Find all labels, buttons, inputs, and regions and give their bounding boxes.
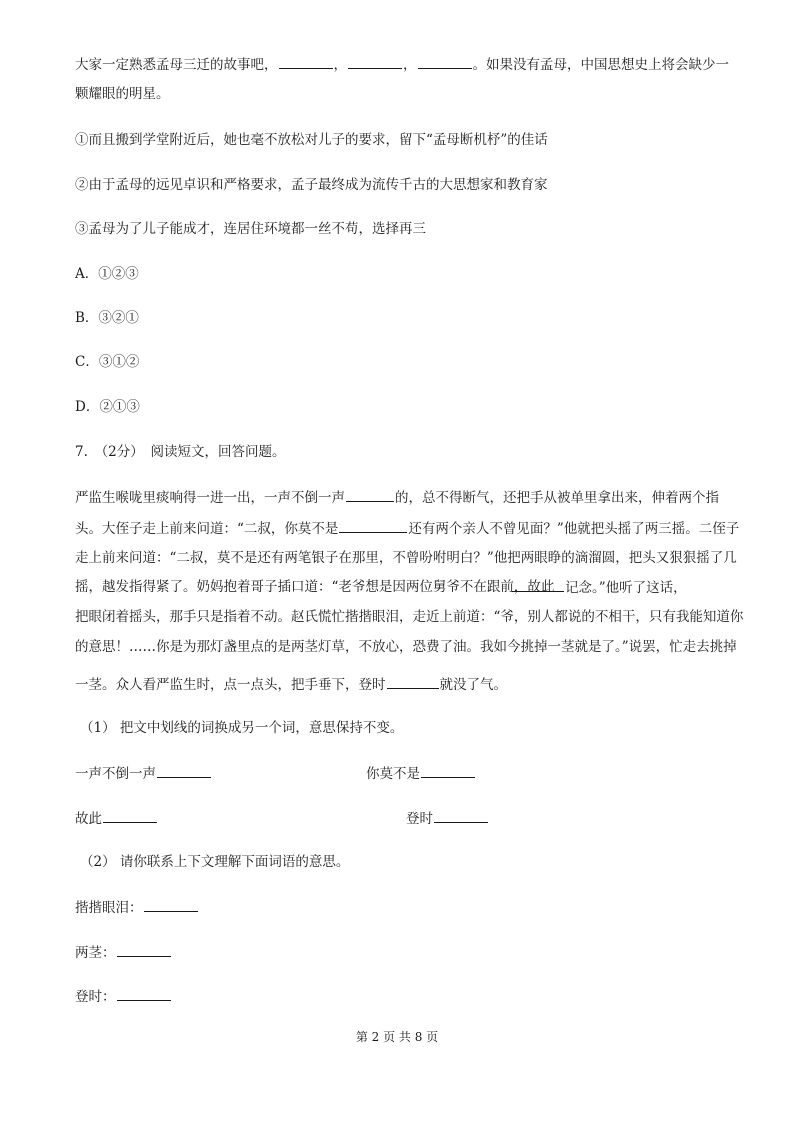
- q7-passage-line4: [75, 577, 554, 597]
- q6-stem-text: 大家一定熟悉孟母三迁的故事吧，: [75, 57, 278, 73]
- q6-stem-line2: 颗耀眼的明星。: [75, 86, 170, 102]
- passage-text: 摇，越发指得紧了。奶妈抱着哥子插口道：“老爷想是因两位舅爷不在跟前，故此: [75, 579, 555, 595]
- passage-text: 还有两个亲人不曾见面？”他就把头摇了两三摇。二侄子: [408, 521, 740, 537]
- q7-term-1: [75, 897, 199, 918]
- q6-sentence-1: ①而且搬到学堂附近后，她也毫不放松对儿子的要求，留下“孟母断机杼”的佳话: [75, 132, 548, 148]
- q7-term-3: [75, 986, 172, 1007]
- q7-term-2: [75, 942, 172, 963]
- answer-blank[interactable]: [117, 986, 171, 1001]
- word-label: 故此: [75, 811, 102, 827]
- answer-blank[interactable]: [387, 674, 439, 689]
- q7-passage-line8: [75, 674, 507, 695]
- q7-passage-line1: [75, 487, 719, 508]
- passage-text: 一茎。众人看严监生时，点一点头，把手垂下，登时: [75, 677, 386, 693]
- term-label: 两茎：: [75, 945, 116, 961]
- q6-sep: ，: [403, 57, 417, 73]
- q7-passage-line2: [75, 518, 739, 539]
- answer-blank[interactable]: [144, 897, 198, 912]
- passage-text: 严监生喉咙里痰响得一进一出，一声不倒一声: [75, 490, 345, 506]
- q7-passage-line7: 的意思！……你是为那灯盏里点的是两茎灯草，不放心，恐费了油。我如今挑掉一茎就是了。”说罢，忙走去挑掉: [75, 639, 737, 655]
- q7-header: 7. （2分） 阅读短文，回答问题。: [75, 444, 286, 460]
- q6-sep: ，: [333, 57, 347, 73]
- answer-blank[interactable]: [348, 54, 402, 69]
- answer-blank[interactable]: [117, 942, 171, 957]
- q7-passage-line6: 把眼闭着摇头，那手只是指着不动。赵氏慌忙揩揩眼泪，走近上前道：“爷，别人都说的不相干，只有我能知道你: [75, 609, 744, 625]
- answer-blank[interactable]: [157, 763, 211, 778]
- term-label: 登时：: [75, 989, 116, 1005]
- passage-text: 头。大侄子走上前来问道：“二叔，你莫不是: [75, 521, 339, 537]
- q7-sub2-prompt: （2） 请你联系上下文理解下面词语的意思。: [80, 854, 350, 870]
- q7-sub1-prompt: （1） 把文中划线的词换成另一个词，意思保持不变。: [80, 720, 404, 736]
- q7-word-1: [75, 763, 212, 784]
- word-label: 一声不倒一声: [75, 766, 156, 782]
- q6-option-a[interactable]: A．①②③: [75, 266, 139, 282]
- passage-text: 记念。”他听了这话，: [565, 580, 687, 596]
- q6-option-c[interactable]: C．③①②: [75, 354, 140, 370]
- answer-blank[interactable]: [103, 808, 157, 823]
- q6-option-d[interactable]: D．②①③: [75, 399, 140, 415]
- q6-stem-end: 。如果没有孟母，中国思想史上将会缺少一: [472, 57, 729, 73]
- word-label: 你莫不是: [366, 766, 420, 782]
- q7-word-4: [406, 808, 489, 829]
- q7-passage-line4b: [511, 577, 687, 598]
- answer-blank[interactable]: [279, 54, 333, 69]
- answer-blank[interactable]: [421, 763, 475, 778]
- answer-blank[interactable]: [512, 577, 564, 592]
- term-label: 揩揩眼泪：: [75, 900, 143, 916]
- answer-blank[interactable]: [434, 808, 488, 823]
- q7-passage-line3: 走上前来问道：“二叔，莫不是还有两笔银子在那里，不曾吩咐明白？”他把两眼睁的滴溜圆，把头又狠狠摇了几: [75, 550, 737, 566]
- answer-blank[interactable]: [346, 487, 394, 502]
- answer-blank[interactable]: [418, 54, 472, 69]
- q6-sentence-2: ②由于孟母的远见卓识和严格要求，孟子最终成为流传千古的大思想家和教育家: [75, 177, 548, 193]
- answer-blank[interactable]: [339, 518, 407, 533]
- passage-text: 就没了气。: [439, 677, 507, 693]
- q7-word-2: [366, 763, 476, 784]
- q6-stem-line1: [75, 54, 729, 75]
- q6-option-b[interactable]: B．③②①: [75, 310, 139, 326]
- page-footer: 第 2 页 共 8 页: [355, 1030, 439, 1044]
- passage-text: 的，总不得断气，还把手从被单里拿出来，伸着两个指: [395, 490, 719, 506]
- word-label: 登时: [406, 811, 433, 827]
- q6-sentence-3: ③孟母为了儿子能成才，连居住环境都一丝不苟，选择再三: [75, 221, 426, 237]
- q7-word-3: [75, 808, 158, 829]
